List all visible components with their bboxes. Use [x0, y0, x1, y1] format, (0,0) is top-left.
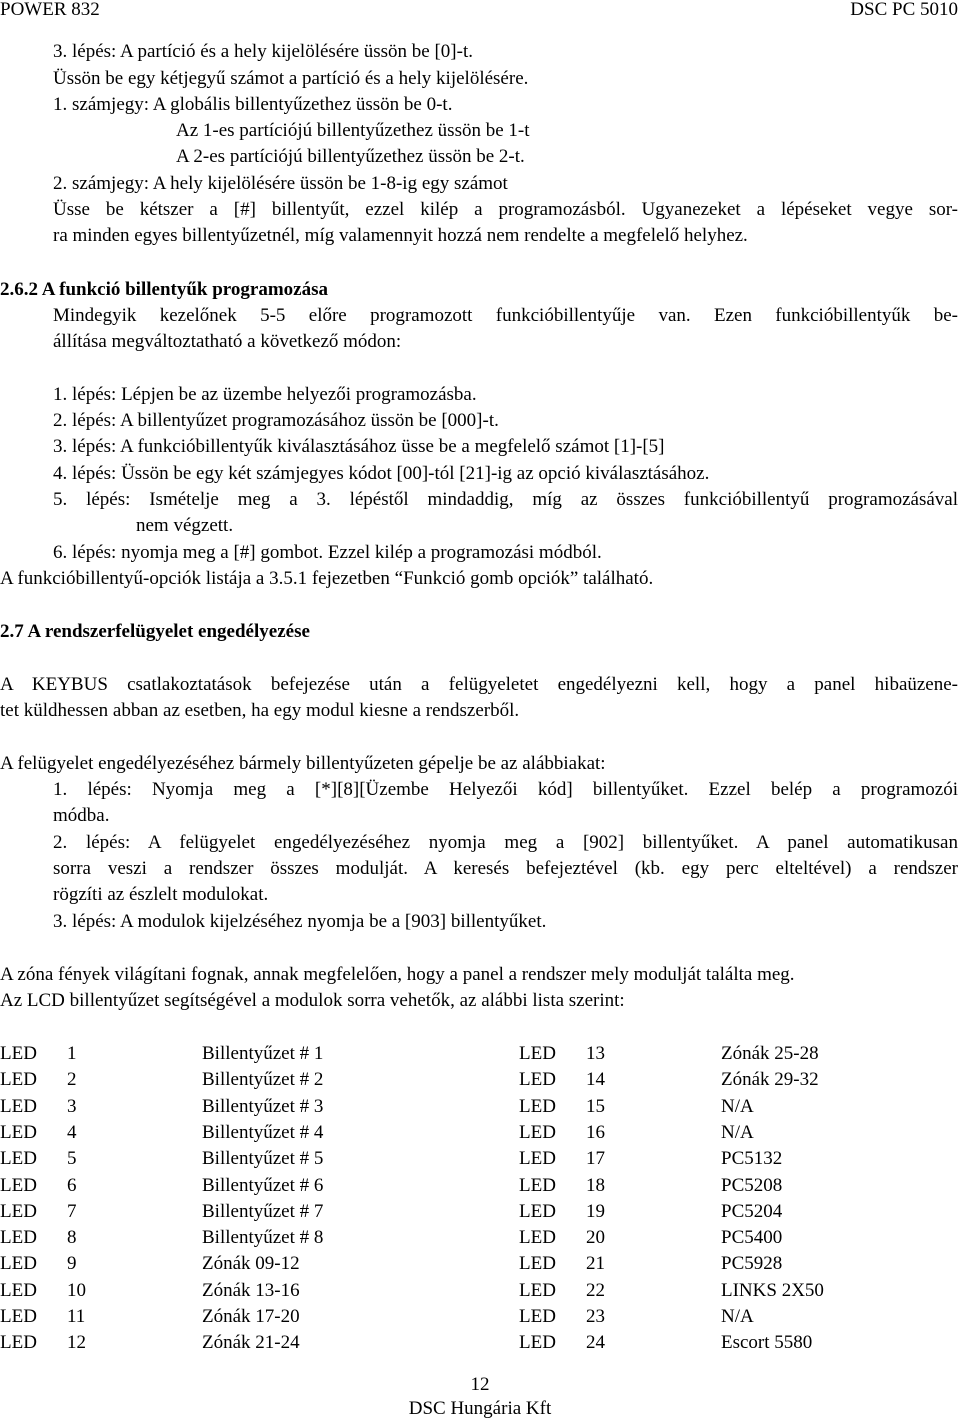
- step-line: 2. lépés: A billentyűzet programozásához üssön be [000]-t.: [53, 410, 499, 431]
- paragraph-line: A felügyelet engedélyezéséhez bármely billentyűzeten gépelje be az alábbiakat:: [0, 753, 606, 774]
- led-number: 22: [586, 1279, 605, 1301]
- section-title-262: 2.6.2 A funkció billentyűk programozása: [0, 279, 328, 300]
- led-number: 16: [586, 1121, 605, 1143]
- led-number: 9: [67, 1253, 77, 1275]
- led-module: Billentyűzet # 8: [202, 1227, 324, 1249]
- step-line: 2. lépés: A felügyelet engedélyezéséhez nyomja meg a [902] billentyűket. A panel automatikusan: [53, 832, 958, 853]
- led-number: 10: [67, 1279, 86, 1301]
- led-number: 13: [586, 1043, 605, 1064]
- step-line: 3. lépés: A funkcióbillentyűk kiválasztásához üsse be a megfelelő számot [1]-[5]: [53, 436, 665, 457]
- step-line: módba.: [53, 805, 110, 826]
- section-title-27: 2.7 A rendszerfelügyelet engedélyezése: [0, 621, 310, 642]
- led-module: Billentyűzet # 6: [202, 1174, 324, 1196]
- intro-line: 2. számjegy: A hely kijelölésére üssön be 1-8-ig egy számot: [53, 173, 508, 194]
- led-module: N/A: [721, 1306, 754, 1327]
- led-number: 3: [67, 1095, 77, 1117]
- led-number: 23: [586, 1306, 605, 1327]
- led-label: LED: [0, 1253, 37, 1275]
- led-module: Billentyűzet # 2: [202, 1069, 324, 1091]
- step-line: 6. lépés: nyomja meg a [#] gombot. Ezzel kilép a programozási módból.: [53, 542, 602, 563]
- led-module: PC5208: [721, 1174, 783, 1196]
- led-number: 5: [67, 1148, 77, 1170]
- led-label: LED: [519, 1306, 556, 1327]
- led-number: 7: [67, 1200, 77, 1222]
- led-label: LED: [0, 1121, 37, 1143]
- led-label: LED: [519, 1332, 556, 1354]
- header-title-right: DSC PC 5010: [850, 0, 958, 20]
- led-label: LED: [0, 1069, 37, 1091]
- led-module: N/A: [721, 1121, 754, 1143]
- led-label: LED: [0, 1148, 37, 1170]
- intro-line: 3. lépés: A partíció és a hely kijelölésére üssön be [0]-t.: [53, 41, 473, 62]
- intro-line: 1. számjegy: A globális billentyűzethez üssön be 0-t.: [53, 94, 453, 115]
- led-label: LED: [519, 1148, 556, 1170]
- page-number: 12: [470, 1374, 490, 1395]
- led-number: 17: [586, 1148, 605, 1170]
- led-label: LED: [0, 1174, 37, 1196]
- led-label: LED: [0, 1200, 37, 1222]
- led-label: LED: [0, 1279, 37, 1301]
- led-number: 1: [67, 1043, 77, 1064]
- led-module: PC5132: [721, 1148, 783, 1170]
- led-module: Billentyűzet # 1: [202, 1043, 324, 1064]
- led-number: 2: [67, 1069, 77, 1091]
- paragraph-line: Az LCD billentyűzet segítségével a modulok sorra vehetők, az alábbi lista szerint:: [0, 990, 625, 1011]
- step-line: rögzíti az észlelt modulokat.: [53, 884, 269, 905]
- led-module: LINKS 2X50: [721, 1279, 824, 1301]
- intro-line: ra minden egyes billentyűzetnél, míg valamennyit hozzá nem rendelte a megfelelő helyhez.: [53, 225, 748, 246]
- intro-line: Üssön be egy kétjegyű számot a partíció és a hely kijelölésére.: [53, 68, 529, 89]
- header-title-left: POWER 832: [0, 0, 100, 20]
- led-number: 4: [67, 1121, 77, 1143]
- led-label: LED: [519, 1227, 556, 1249]
- led-module: Billentyűzet # 7: [202, 1200, 324, 1222]
- step-line: 1. lépés: Lépjen be az üzembe helyezői programozásba.: [53, 384, 477, 405]
- intro-line: Üsse be kétszer a [#] billentyűt, ezzel kilép a programozásból. Ugyanezeket a lépéseket vegye sor-: [53, 199, 958, 220]
- led-module: Billentyűzet # 3: [202, 1095, 324, 1117]
- led-label: LED: [0, 1227, 37, 1249]
- step-line: 4. lépés: Üssön be egy két számjegyes kódot [00]-tól [21]-ig az opció kiválasztásához.: [53, 463, 710, 484]
- led-number: 8: [67, 1227, 77, 1249]
- step-line: sorra veszi a rendszer összes modulját. A keresés befejeztével (kb. egy perc elteltével) a rendszer: [53, 858, 958, 879]
- led-label: LED: [519, 1043, 556, 1064]
- led-number: 15: [586, 1095, 605, 1117]
- led-module: Zónák 25-28: [721, 1043, 819, 1064]
- led-label: LED: [0, 1332, 37, 1354]
- step-line: 3. lépés: A modulok kijelzéséhez nyomja be a [903] billentyűket.: [53, 911, 547, 932]
- led-module: PC5928: [721, 1253, 783, 1275]
- led-number: 14: [586, 1069, 605, 1091]
- paragraph-line: A zóna fények világítani fognak, annak megfelelően, hogy a panel a rendszer mely modulját találta meg.: [0, 964, 795, 985]
- led-module: Zónák 29-32: [721, 1069, 819, 1091]
- step-line: 1. lépés: Nyomja meg a [*][8][Üzembe Helyezői kód] billentyűket. Ezzel belép a programozói: [53, 779, 958, 800]
- intro-line: Az 1-es partíciójú billentyűzethez üssön be 1-t: [176, 120, 530, 141]
- led-label: LED: [519, 1253, 556, 1275]
- led-label: LED: [0, 1095, 37, 1117]
- led-number: 12: [67, 1332, 86, 1354]
- led-number: 21: [586, 1253, 605, 1275]
- paragraph-line: Mindegyik kezelőnek 5-5 előre programozott funkcióbillentyűje van. Ezen funkcióbillentyűk be-: [53, 305, 958, 326]
- footer-company: DSC Hungária Kft: [408, 1398, 552, 1419]
- led-label: LED: [519, 1279, 556, 1301]
- led-module: Escort 5580: [721, 1332, 813, 1354]
- intro-line: A 2-es partíciójú billentyűzethez üssön be 2-t.: [176, 146, 525, 167]
- led-label: LED: [519, 1095, 556, 1117]
- led-module: Billentyűzet # 5: [202, 1148, 324, 1170]
- led-number: 20: [586, 1227, 605, 1249]
- led-label: LED: [519, 1069, 556, 1091]
- led-number: 19: [586, 1200, 605, 1222]
- led-label: LED: [519, 1200, 556, 1222]
- paragraph-line: A KEYBUS csatlakoztatások befejezése után a felügyeletet engedélyezni kell, hogy a panel hibaüzene-: [0, 674, 958, 695]
- led-number: 11: [67, 1306, 86, 1327]
- step-line: 5. lépés: Ismételje meg a 3. lépéstől mindaddig, míg az összes funkcióbillentyű programozásával: [53, 489, 958, 510]
- led-number: 24: [586, 1332, 605, 1354]
- led-label: LED: [0, 1043, 37, 1064]
- step-line: nem végzett.: [136, 515, 234, 536]
- led-module: Zónák 17-20: [202, 1306, 300, 1327]
- led-module: Zónák 21-24: [202, 1332, 300, 1354]
- led-label: LED: [519, 1121, 556, 1143]
- paragraph-line: tet küldhessen abban az esetben, ha egy modul kiesne a rendszerből.: [0, 700, 520, 721]
- led-number: 18: [586, 1174, 605, 1196]
- led-module: PC5400: [721, 1227, 783, 1249]
- led-module: N/A: [721, 1095, 754, 1117]
- led-label: LED: [519, 1174, 556, 1196]
- led-module: Zónák 09-12: [202, 1253, 300, 1275]
- led-number: 6: [67, 1174, 77, 1196]
- led-module: Billentyűzet # 4: [202, 1121, 324, 1143]
- paragraph-line: állítása megváltoztatható a következő módon:: [53, 331, 402, 352]
- led-label: LED: [0, 1306, 37, 1327]
- led-module: PC5204: [721, 1200, 783, 1222]
- led-module: Zónák 13-16: [202, 1279, 300, 1301]
- note-line: A funkcióbillentyű-opciók listája a 3.5.1 fejezetben “Funkció gomb opciók” található.: [0, 568, 654, 589]
